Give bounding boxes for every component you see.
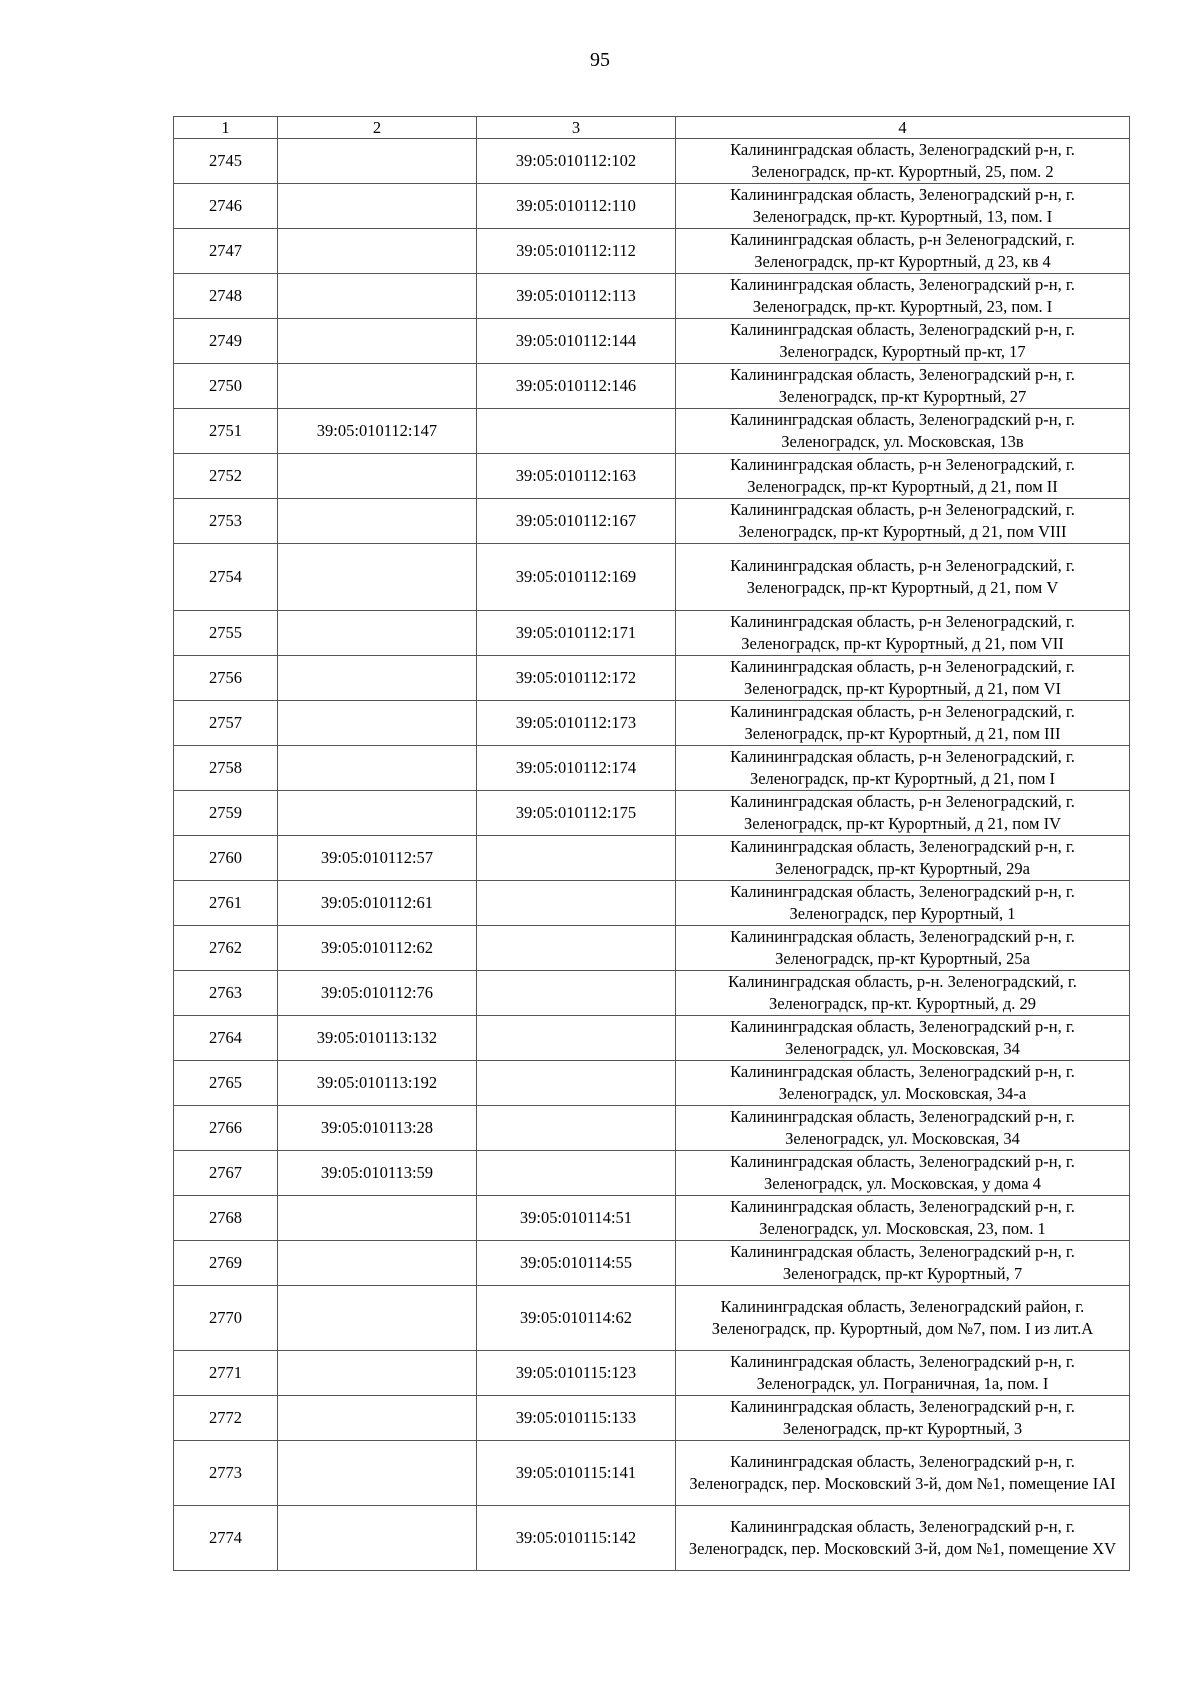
- address-cell: Калининградская область, Зеленоградский р-н, г. Зеленоградск, ул. Московская, 34: [676, 1106, 1130, 1151]
- row-number-cell: 2751: [174, 409, 278, 454]
- table-row: [174, 184, 1130, 229]
- column-2-cell: [278, 1441, 477, 1506]
- table-row: [174, 611, 1130, 656]
- table-row: [174, 229, 1130, 274]
- row-number-cell: 2754: [174, 544, 278, 611]
- row-number-cell: 2748: [174, 274, 278, 319]
- row-number-cell: 2757: [174, 701, 278, 746]
- address-cell: Калининградская область, Зеленоградский р-н, г. Зеленоградск, пер. Московский 3-й, дом №1, помещение XV: [676, 1506, 1130, 1571]
- column-2-cell: [278, 791, 477, 836]
- column-2-cell: [278, 544, 477, 611]
- column-2-cell: 39:05:010112:62: [278, 926, 477, 971]
- column-3-cell: 39:05:010115:133: [477, 1396, 676, 1441]
- address-cell: Калининградская область, р-н Зеленоградский, г. Зеленоградск, пр-кт Курортный, д 23, кв 4: [676, 229, 1130, 274]
- address-cell: Калининградская область, р-н Зеленоградский, г. Зеленоградск, пр-кт Курортный, д 21, пом V: [676, 544, 1130, 611]
- column-2-cell: 39:05:010112:76: [278, 971, 477, 1016]
- column-3-cell: 39:05:010112:169: [477, 544, 676, 611]
- address-cell: Калининградская область, Зеленоградский р-н, г. Зеленоградск, пр-кт Курортный, 7: [676, 1241, 1130, 1286]
- table-row: [174, 656, 1130, 701]
- column-2-cell: [278, 1196, 477, 1241]
- address-cell: Калининградская область, р-н. Зеленоградский, г. Зеленоградск, пр-кт. Курортный, д. 29: [676, 971, 1130, 1016]
- address-cell: Калининградская область, р-н Зеленоградский, г. Зеленоградск, пр-кт Курортный, д 21, пом IV: [676, 791, 1130, 836]
- address-cell: Калининградская область, Зеленоградский р-н, г. Зеленоградск, пр-кт Курортный, 29а: [676, 836, 1130, 881]
- address-cell: Калининградская область, Зеленоградский р-н, г. Зеленоградск, ул. Московская, у дома 4: [676, 1151, 1130, 1196]
- column-3-cell: 39:05:010115:141: [477, 1441, 676, 1506]
- table-row: [174, 1351, 1130, 1396]
- column-3-cell: 39:05:010112:113: [477, 274, 676, 319]
- column-2-cell: [278, 499, 477, 544]
- table-header-row: [174, 117, 1130, 139]
- column-header-2: 2: [278, 117, 477, 139]
- address-cell: Калининградская область, р-н Зеленоградский, г. Зеленоградск, пр-кт Курортный, д 21, пом VIII: [676, 499, 1130, 544]
- column-3-cell: [477, 926, 676, 971]
- column-2-cell: [278, 611, 477, 656]
- row-number-cell: 2763: [174, 971, 278, 1016]
- address-cell: Калининградская область, Зеленоградский р-н, г. Зеленоградск, пр-кт Курортный, 27: [676, 364, 1130, 409]
- column-2-cell: [278, 1351, 477, 1396]
- column-2-cell: [278, 139, 477, 184]
- address-cell: Калининградская область, Зеленоградский р-н, г. Зеленоградск, Курортный пр-кт, 17: [676, 319, 1130, 364]
- column-2-cell: [278, 1241, 477, 1286]
- table-row: [174, 1241, 1130, 1286]
- table-row: [174, 409, 1130, 454]
- column-3-cell: 39:05:010115:123: [477, 1351, 676, 1396]
- row-number-cell: 2762: [174, 926, 278, 971]
- table-row: [174, 881, 1130, 926]
- column-3-cell: [477, 1106, 676, 1151]
- row-number-cell: 2755: [174, 611, 278, 656]
- table-row: [174, 701, 1130, 746]
- column-2-cell: [278, 1506, 477, 1571]
- column-2-cell: 39:05:010113:28: [278, 1106, 477, 1151]
- column-3-cell: 39:05:010112:110: [477, 184, 676, 229]
- registry-table: [173, 116, 1130, 1571]
- row-number-cell: 2764: [174, 1016, 278, 1061]
- row-number-cell: 2769: [174, 1241, 278, 1286]
- column-header-4: 4: [676, 117, 1130, 139]
- column-3-cell: [477, 1061, 676, 1106]
- address-cell: Калининградская область, Зеленоградский р-н, г. Зеленоградск, ул. Московская, 23, пом. 1: [676, 1196, 1130, 1241]
- column-3-cell: 39:05:010114:62: [477, 1286, 676, 1351]
- column-3-cell: 39:05:010112:102: [477, 139, 676, 184]
- row-number-cell: 2772: [174, 1396, 278, 1441]
- table-row: [174, 791, 1130, 836]
- table-row: [174, 836, 1130, 881]
- address-cell: Калининградская область, Зеленоградский р-н, г. Зеленоградск, пр-кт Курортный, 3: [676, 1396, 1130, 1441]
- table-row: [174, 454, 1130, 499]
- address-cell: Калининградская область, Зеленоградский р-н, г. Зеленоградск, пер Курортный, 1: [676, 881, 1130, 926]
- page-number: 95: [590, 49, 610, 71]
- column-3-cell: 39:05:010112:144: [477, 319, 676, 364]
- table-row: [174, 1151, 1130, 1196]
- column-2-cell: [278, 656, 477, 701]
- column-3-cell: 39:05:010112:175: [477, 791, 676, 836]
- column-3-cell: 39:05:010112:112: [477, 229, 676, 274]
- column-3-cell: 39:05:010112:167: [477, 499, 676, 544]
- table-row: [174, 1016, 1130, 1061]
- column-2-cell: 39:05:010113:132: [278, 1016, 477, 1061]
- column-3-cell: 39:05:010112:173: [477, 701, 676, 746]
- column-3-cell: [477, 836, 676, 881]
- address-cell: Калининградская область, Зеленоградский р-н, г. Зеленоградск, пр-кт. Курортный, 23, пом. I: [676, 274, 1130, 319]
- column-2-cell: 39:05:010113:59: [278, 1151, 477, 1196]
- column-2-cell: [278, 746, 477, 791]
- address-cell: Калининградская область, р-н Зеленоградский, г. Зеленоградск, пр-кт Курортный, д 21, пом III: [676, 701, 1130, 746]
- address-cell: Калининградская область, р-н Зеленоградский, г. Зеленоградск, пр-кт Курортный, д 21, пом I: [676, 746, 1130, 791]
- table-row: [174, 926, 1130, 971]
- column-3-cell: 39:05:010112:163: [477, 454, 676, 499]
- address-cell: Калининградская область, р-н Зеленоградский, г. Зеленоградск, пр-кт Курортный, д 21, пом II: [676, 454, 1130, 499]
- row-number-cell: 2774: [174, 1506, 278, 1571]
- table-row: [174, 1286, 1130, 1351]
- column-2-cell: 39:05:010112:61: [278, 881, 477, 926]
- column-3-cell: 39:05:010112:146: [477, 364, 676, 409]
- table-row: [174, 746, 1130, 791]
- column-2-cell: [278, 364, 477, 409]
- column-2-cell: 39:05:010113:192: [278, 1061, 477, 1106]
- row-number-cell: 2770: [174, 1286, 278, 1351]
- row-number-cell: 2768: [174, 1196, 278, 1241]
- column-3-cell: [477, 971, 676, 1016]
- row-number-cell: 2745: [174, 139, 278, 184]
- table-row: [174, 499, 1130, 544]
- column-3-cell: 39:05:010112:174: [477, 746, 676, 791]
- column-2-cell: [278, 1396, 477, 1441]
- column-2-cell: 39:05:010112:57: [278, 836, 477, 881]
- column-2-cell: 39:05:010112:147: [278, 409, 477, 454]
- column-2-cell: [278, 274, 477, 319]
- address-cell: Калининградская область, Зеленоградский р-н, г. Зеленоградск, пер. Московский 3-й, дом №1, помещение IАI: [676, 1441, 1130, 1506]
- column-2-cell: [278, 229, 477, 274]
- column-3-cell: [477, 1016, 676, 1061]
- table-row: [174, 1506, 1130, 1571]
- table-row: [174, 139, 1130, 184]
- column-3-cell: [477, 881, 676, 926]
- column-2-cell: [278, 319, 477, 364]
- row-number-cell: 2749: [174, 319, 278, 364]
- row-number-cell: 2765: [174, 1061, 278, 1106]
- address-cell: Калининградская область, Зеленоградский р-н, г. Зеленоградск, пр-кт Курортный, 25а: [676, 926, 1130, 971]
- table-row: [174, 1106, 1130, 1151]
- column-3-cell: [477, 409, 676, 454]
- table-row: [174, 1061, 1130, 1106]
- row-number-cell: 2753: [174, 499, 278, 544]
- address-cell: Калининградская область, Зеленоградский р-н, г. Зеленоградск, пр-кт. Курортный, 13, пом. I: [676, 184, 1130, 229]
- table-row: [174, 971, 1130, 1016]
- column-3-cell: 39:05:010115:142: [477, 1506, 676, 1571]
- table-row: [174, 1441, 1130, 1506]
- column-3-cell: [477, 1151, 676, 1196]
- table-row: [174, 274, 1130, 319]
- table-body: [174, 139, 1130, 1571]
- row-number-cell: 2767: [174, 1151, 278, 1196]
- table-row: [174, 544, 1130, 611]
- row-number-cell: 2747: [174, 229, 278, 274]
- column-2-cell: [278, 1286, 477, 1351]
- row-number-cell: 2761: [174, 881, 278, 926]
- row-number-cell: 2766: [174, 1106, 278, 1151]
- row-number-cell: 2746: [174, 184, 278, 229]
- table-row: [174, 1196, 1130, 1241]
- address-cell: Калининградская область, Зеленоградский р-н, г. Зеленоградск, ул. Пограничная, 1а, пом. I: [676, 1351, 1130, 1396]
- table-row: [174, 319, 1130, 364]
- row-number-cell: 2759: [174, 791, 278, 836]
- column-3-cell: 39:05:010112:172: [477, 656, 676, 701]
- address-cell: Калининградская область, Зеленоградский р-н, г. Зеленоградск, ул. Московская, 34: [676, 1016, 1130, 1061]
- column-header-3: 3: [477, 117, 676, 139]
- column-3-cell: 39:05:010114:51: [477, 1196, 676, 1241]
- column-3-cell: 39:05:010112:171: [477, 611, 676, 656]
- address-cell: Калининградская область, Зеленоградский район, г. Зеленоградск, пр. Курортный, дом №7, пом. I из лит.А: [676, 1286, 1130, 1351]
- address-cell: Калининградская область, р-н Зеленоградский, г. Зеленоградск, пр-кт Курортный, д 21, пом VI: [676, 656, 1130, 701]
- table-row: [174, 1396, 1130, 1441]
- column-2-cell: [278, 701, 477, 746]
- address-cell: Калининградская область, Зеленоградский р-н, г. Зеленоградск, ул. Московская, 34-а: [676, 1061, 1130, 1106]
- row-number-cell: 2758: [174, 746, 278, 791]
- row-number-cell: 2760: [174, 836, 278, 881]
- column-header-1: 1: [174, 117, 278, 139]
- row-number-cell: 2773: [174, 1441, 278, 1506]
- row-number-cell: 2750: [174, 364, 278, 409]
- table-row: [174, 364, 1130, 409]
- row-number-cell: 2752: [174, 454, 278, 499]
- column-2-cell: [278, 454, 477, 499]
- row-number-cell: 2756: [174, 656, 278, 701]
- row-number-cell: 2771: [174, 1351, 278, 1396]
- address-cell: Калининградская область, Зеленоградский р-н, г. Зеленоградск, пр-кт. Курортный, 25, пом. 2: [676, 139, 1130, 184]
- address-cell: Калининградская область, р-н Зеленоградский, г. Зеленоградск, пр-кт Курортный, д 21, пом VII: [676, 611, 1130, 656]
- column-2-cell: [278, 184, 477, 229]
- column-3-cell: 39:05:010114:55: [477, 1241, 676, 1286]
- address-cell: Калининградская область, Зеленоградский р-н, г. Зеленоградск, ул. Московская, 13в: [676, 409, 1130, 454]
